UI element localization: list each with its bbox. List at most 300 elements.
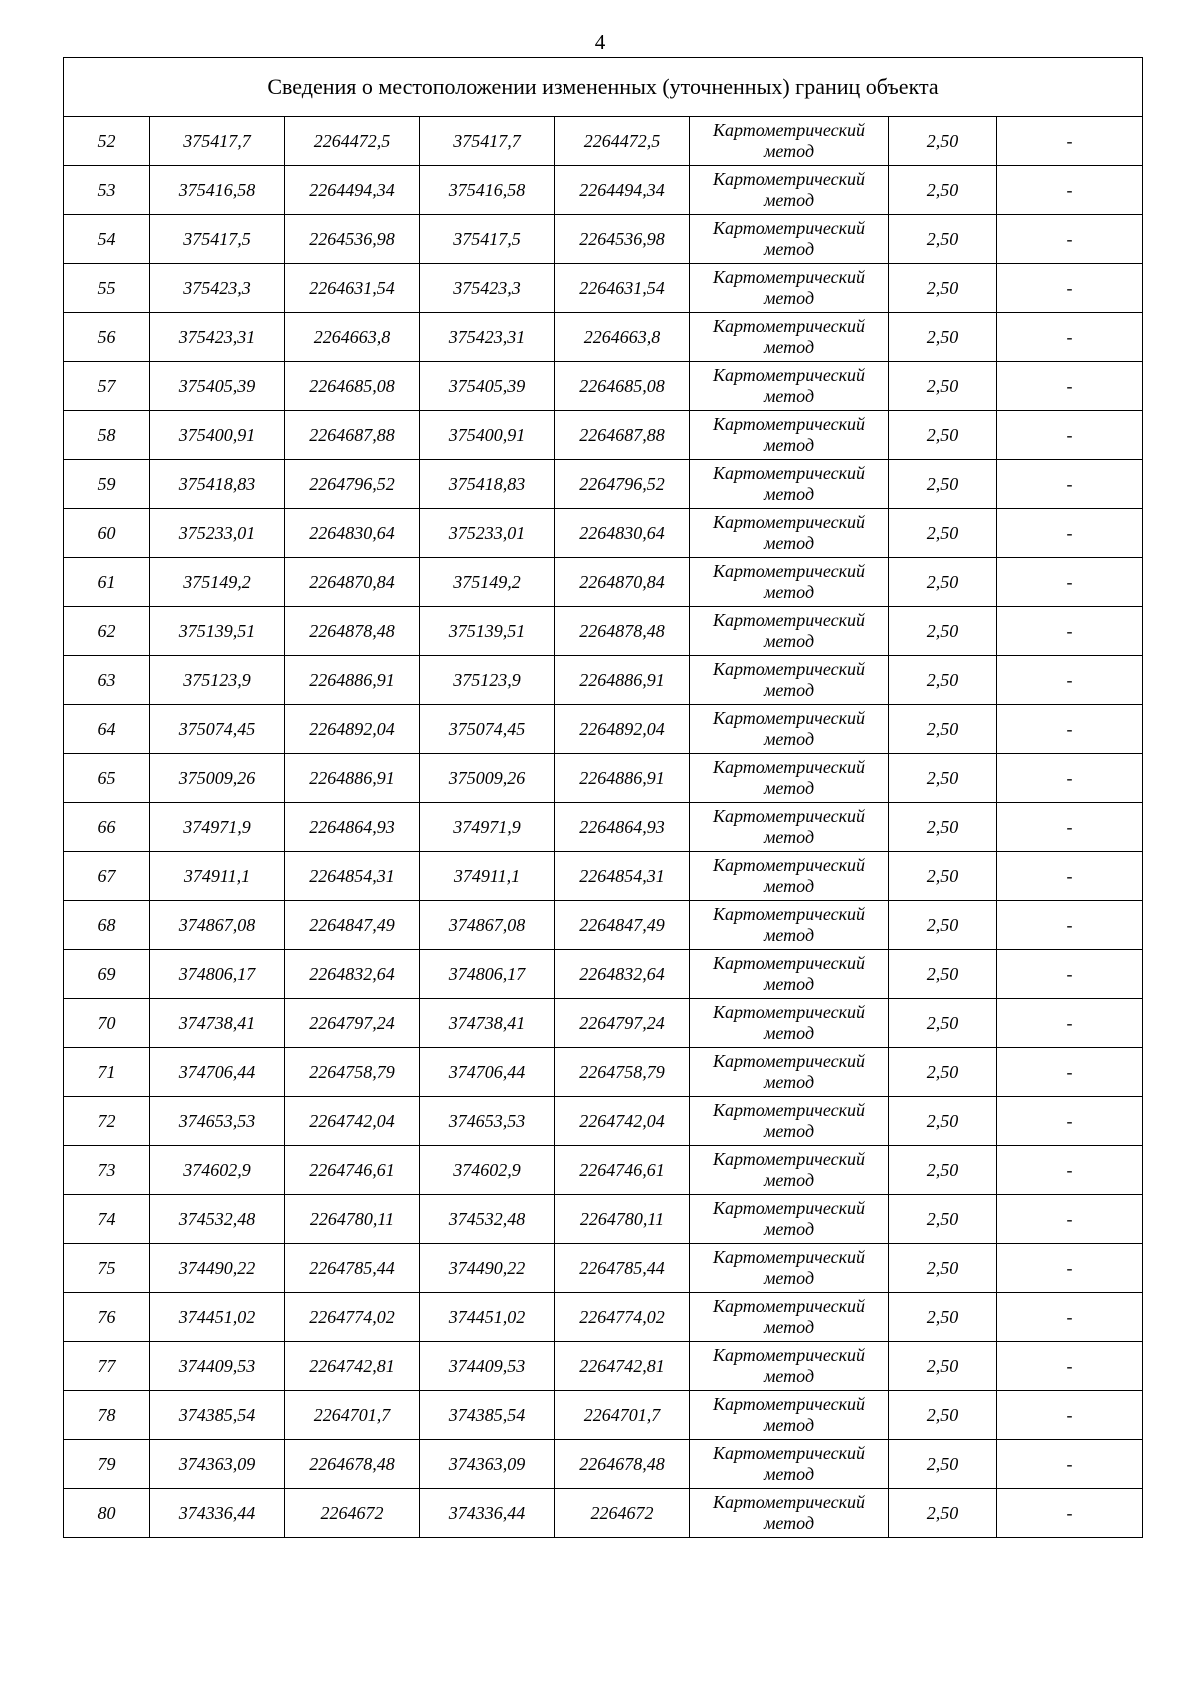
method-line-2: метод [763,484,815,504]
y-refined-cell: 2264785,44 [555,1244,690,1293]
table-row [64,705,1143,754]
method-cell [690,215,889,264]
table-row [64,166,1143,215]
x-refined-cell: 374602,9 [420,1146,555,1195]
x-refined-cell: 374409,53 [420,1342,555,1391]
x-refined-cell: 374653,53 [420,1097,555,1146]
accuracy-cell: 2,50 [889,607,997,656]
y-existing-cell: 2264832,64 [285,950,420,999]
description-cell: - [997,166,1143,215]
table-row [64,999,1143,1048]
accuracy-cell: 2,50 [889,460,997,509]
x-refined-cell: 374385,54 [420,1391,555,1440]
y-refined-cell: 2264758,79 [555,1048,690,1097]
method-line-1: Картометрический [712,855,865,875]
method-line-2: метод [763,876,815,896]
point-number-cell: 56 [64,313,150,362]
accuracy-cell: 2,50 [889,1293,997,1342]
description-cell: - [997,1097,1143,1146]
method-line-2: метод [763,1023,815,1043]
x-refined-cell: 374806,17 [420,950,555,999]
x-existing-cell: 374363,09 [150,1440,285,1489]
x-existing-cell: 375400,91 [150,411,285,460]
point-number-cell: 59 [64,460,150,509]
table-title: Сведения о местоположении измененных (уточненных) границ объекта [64,58,1143,117]
y-refined-cell: 2264687,88 [555,411,690,460]
method-line-1: Картометрический [712,1247,865,1267]
accuracy-cell: 2,50 [889,1146,997,1195]
table-row [64,264,1143,313]
table-row [64,1097,1143,1146]
accuracy-cell: 2,50 [889,117,997,166]
table-row [64,754,1143,803]
accuracy-cell: 2,50 [889,509,997,558]
accuracy-cell: 2,50 [889,656,997,705]
table-row [64,117,1143,166]
y-refined-cell: 2264854,31 [555,852,690,901]
table-row [64,607,1143,656]
x-existing-cell: 375405,39 [150,362,285,411]
point-number-cell: 72 [64,1097,150,1146]
method-line-2: метод [763,631,815,651]
y-existing-cell: 2264780,11 [285,1195,420,1244]
x-refined-cell: 375123,9 [420,656,555,705]
x-existing-cell: 374490,22 [150,1244,285,1293]
table-row [64,558,1143,607]
y-existing-cell: 2264785,44 [285,1244,420,1293]
method-cell [690,852,889,901]
point-number-cell: 55 [64,264,150,313]
x-existing-cell: 375417,5 [150,215,285,264]
x-existing-cell: 374409,53 [150,1342,285,1391]
x-refined-cell: 375418,83 [420,460,555,509]
method-cell [690,166,889,215]
y-refined-cell: 2264864,93 [555,803,690,852]
y-refined-cell: 2264886,91 [555,754,690,803]
y-refined-cell: 2264685,08 [555,362,690,411]
description-cell: - [997,1048,1143,1097]
method-cell [690,1097,889,1146]
description-cell: - [997,1293,1143,1342]
x-refined-cell: 375416,58 [420,166,555,215]
accuracy-cell: 2,50 [889,215,997,264]
method-cell [690,117,889,166]
x-refined-cell: 374451,02 [420,1293,555,1342]
method-line-1: Картометрический [712,120,865,140]
method-line-1: Картометрический [712,414,865,434]
x-refined-cell: 374490,22 [420,1244,555,1293]
y-existing-cell: 2264746,61 [285,1146,420,1195]
table-row [64,1342,1143,1391]
y-refined-cell: 2264742,81 [555,1342,690,1391]
table-row [64,950,1143,999]
y-existing-cell: 2264472,5 [285,117,420,166]
y-existing-cell: 2264830,64 [285,509,420,558]
method-line-2: метод [763,1121,815,1141]
method-line-1: Картометрический [712,365,865,385]
method-line-1: Картометрический [712,512,865,532]
accuracy-cell: 2,50 [889,852,997,901]
method-cell [690,1342,889,1391]
method-line-2: метод [763,533,815,553]
method-line-2: метод [763,386,815,406]
accuracy-cell: 2,50 [889,313,997,362]
x-existing-cell: 375416,58 [150,166,285,215]
table-body [64,58,1143,1538]
page-number: 4 [594,30,606,54]
description-cell: - [997,705,1143,754]
method-line-2: метод [763,337,815,357]
method-line-1: Картометрический [712,316,865,336]
method-line-2: метод [763,680,815,700]
method-line-2: метод [763,1415,815,1435]
y-existing-cell: 2264701,7 [285,1391,420,1440]
method-line-1: Картометрический [712,463,865,483]
y-existing-cell: 2264886,91 [285,656,420,705]
description-cell: - [997,901,1143,950]
x-existing-cell: 375009,26 [150,754,285,803]
y-existing-cell: 2264672 [285,1489,420,1538]
method-line-2: метод [763,925,815,945]
accuracy-cell: 2,50 [889,705,997,754]
method-line-2: метод [763,1513,815,1533]
method-line-2: метод [763,729,815,749]
accuracy-cell: 2,50 [889,1440,997,1489]
y-refined-cell: 2264746,61 [555,1146,690,1195]
description-cell: - [997,852,1143,901]
y-refined-cell: 2264847,49 [555,901,690,950]
accuracy-cell: 2,50 [889,1342,997,1391]
description-cell: - [997,1195,1143,1244]
method-cell [690,264,889,313]
point-number-cell: 64 [64,705,150,754]
y-refined-cell: 2264797,24 [555,999,690,1048]
description-cell: - [997,411,1143,460]
description-cell: - [997,362,1143,411]
method-line-2: метод [763,1464,815,1484]
description-cell: - [997,215,1143,264]
point-number-cell: 73 [64,1146,150,1195]
accuracy-cell: 2,50 [889,362,997,411]
y-existing-cell: 2264687,88 [285,411,420,460]
x-refined-cell: 375405,39 [420,362,555,411]
point-number-cell: 79 [64,1440,150,1489]
accuracy-cell: 2,50 [889,1391,997,1440]
y-refined-cell: 2264774,02 [555,1293,690,1342]
accuracy-cell: 2,50 [889,1195,997,1244]
x-existing-cell: 374336,44 [150,1489,285,1538]
description-cell: - [997,264,1143,313]
y-existing-cell: 2264892,04 [285,705,420,754]
point-number-cell: 78 [64,1391,150,1440]
y-refined-cell: 2264631,54 [555,264,690,313]
table-row [64,509,1143,558]
x-refined-cell: 374867,08 [420,901,555,950]
method-line-1: Картометрический [712,1492,865,1512]
point-number-cell: 54 [64,215,150,264]
description-cell: - [997,460,1143,509]
method-cell [690,901,889,950]
y-refined-cell: 2264830,64 [555,509,690,558]
point-number-cell: 69 [64,950,150,999]
y-refined-cell: 2264886,91 [555,656,690,705]
x-refined-cell: 375417,5 [420,215,555,264]
method-line-1: Картометрический [712,169,865,189]
description-cell: - [997,1440,1143,1489]
x-existing-cell: 374971,9 [150,803,285,852]
table-row [64,901,1143,950]
table-row [64,1391,1143,1440]
y-refined-cell: 2264701,7 [555,1391,690,1440]
method-cell [690,1195,889,1244]
method-line-1: Картометрический [712,610,865,630]
accuracy-cell: 2,50 [889,1048,997,1097]
x-refined-cell: 375423,31 [420,313,555,362]
x-refined-cell: 375417,7 [420,117,555,166]
table-row [64,1440,1143,1489]
table-row [64,1048,1143,1097]
point-number-cell: 65 [64,754,150,803]
method-cell [690,313,889,362]
table-row [64,411,1143,460]
description-cell: - [997,558,1143,607]
description-cell: - [997,313,1143,362]
table-row [64,1195,1143,1244]
method-cell [690,754,889,803]
x-existing-cell: 375123,9 [150,656,285,705]
point-number-cell: 63 [64,656,150,705]
y-existing-cell: 2264758,79 [285,1048,420,1097]
x-existing-cell: 375233,01 [150,509,285,558]
y-existing-cell: 2264494,34 [285,166,420,215]
method-line-2: метод [763,1219,815,1239]
description-cell: - [997,1391,1143,1440]
accuracy-cell: 2,50 [889,411,997,460]
x-existing-cell: 374867,08 [150,901,285,950]
accuracy-cell: 2,50 [889,950,997,999]
x-refined-cell: 375009,26 [420,754,555,803]
accuracy-cell: 2,50 [889,901,997,950]
x-refined-cell: 374532,48 [420,1195,555,1244]
method-line-1: Картометрический [712,1100,865,1120]
table-title-row [64,58,1143,117]
method-line-1: Картометрический [712,1149,865,1169]
method-line-2: метод [763,288,815,308]
table-row [64,803,1143,852]
method-line-2: метод [763,1317,815,1337]
x-refined-cell: 375149,2 [420,558,555,607]
point-number-cell: 53 [64,166,150,215]
x-refined-cell: 374911,1 [420,852,555,901]
y-refined-cell: 2264796,52 [555,460,690,509]
description-cell: - [997,1146,1143,1195]
y-existing-cell: 2264886,91 [285,754,420,803]
method-cell [690,1489,889,1538]
y-existing-cell: 2264797,24 [285,999,420,1048]
y-existing-cell: 2264854,31 [285,852,420,901]
method-cell [690,1391,889,1440]
method-line-2: метод [763,582,815,602]
x-refined-cell: 375233,01 [420,509,555,558]
description-cell: - [997,803,1143,852]
method-cell [690,1440,889,1489]
y-existing-cell: 2264878,48 [285,607,420,656]
x-existing-cell: 374653,53 [150,1097,285,1146]
accuracy-cell: 2,50 [889,264,997,313]
y-existing-cell: 2264631,54 [285,264,420,313]
x-refined-cell: 375423,3 [420,264,555,313]
x-existing-cell: 375139,51 [150,607,285,656]
y-refined-cell: 2264878,48 [555,607,690,656]
method-cell [690,999,889,1048]
table-row [64,852,1143,901]
method-cell [690,411,889,460]
y-refined-cell: 2264832,64 [555,950,690,999]
x-existing-cell: 375423,31 [150,313,285,362]
method-line-2: метод [763,239,815,259]
y-existing-cell: 2264742,81 [285,1342,420,1391]
accuracy-cell: 2,50 [889,558,997,607]
method-cell [690,1244,889,1293]
method-cell [690,558,889,607]
point-number-cell: 57 [64,362,150,411]
description-cell: - [997,509,1143,558]
y-existing-cell: 2264847,49 [285,901,420,950]
y-refined-cell: 2264742,04 [555,1097,690,1146]
x-existing-cell: 375418,83 [150,460,285,509]
x-existing-cell: 374806,17 [150,950,285,999]
description-cell: - [997,1342,1143,1391]
x-refined-cell: 374363,09 [420,1440,555,1489]
x-refined-cell: 375074,45 [420,705,555,754]
method-line-2: метод [763,1268,815,1288]
description-cell: - [997,754,1143,803]
point-number-cell: 61 [64,558,150,607]
point-number-cell: 52 [64,117,150,166]
method-cell [690,705,889,754]
x-existing-cell: 374911,1 [150,852,285,901]
method-line-1: Картометрический [712,1345,865,1365]
y-existing-cell: 2264864,93 [285,803,420,852]
method-line-2: метод [763,974,815,994]
method-line-1: Картометрический [712,1051,865,1071]
table-row [64,1146,1143,1195]
point-number-cell: 67 [64,852,150,901]
method-line-1: Картометрический [712,806,865,826]
method-cell [690,460,889,509]
point-number-cell: 66 [64,803,150,852]
boundary-table [63,57,1143,1538]
y-refined-cell: 2264472,5 [555,117,690,166]
y-refined-cell: 2264870,84 [555,558,690,607]
method-cell [690,607,889,656]
point-number-cell: 68 [64,901,150,950]
point-number-cell: 58 [64,411,150,460]
accuracy-cell: 2,50 [889,803,997,852]
table-row [64,656,1143,705]
method-cell [690,803,889,852]
method-line-2: метод [763,1366,815,1386]
method-line-1: Картометрический [712,904,865,924]
y-refined-cell: 2264672 [555,1489,690,1538]
method-line-1: Картометрический [712,267,865,287]
y-existing-cell: 2264685,08 [285,362,420,411]
description-cell: - [997,1244,1143,1293]
y-existing-cell: 2264678,48 [285,1440,420,1489]
description-cell: - [997,999,1143,1048]
x-existing-cell: 374738,41 [150,999,285,1048]
accuracy-cell: 2,50 [889,1244,997,1293]
x-refined-cell: 375400,91 [420,411,555,460]
table-row [64,1489,1143,1538]
x-existing-cell: 375423,3 [150,264,285,313]
y-existing-cell: 2264870,84 [285,558,420,607]
description-cell: - [997,117,1143,166]
method-line-1: Картометрический [712,1296,865,1316]
description-cell: - [997,656,1143,705]
x-refined-cell: 374971,9 [420,803,555,852]
y-refined-cell: 2264494,34 [555,166,690,215]
y-existing-cell: 2264774,02 [285,1293,420,1342]
method-line-2: метод [763,435,815,455]
point-number-cell: 70 [64,999,150,1048]
method-line-1: Картометрический [712,708,865,728]
method-line-1: Картометрический [712,1198,865,1218]
point-number-cell: 76 [64,1293,150,1342]
table-row [64,215,1143,264]
accuracy-cell: 2,50 [889,1097,997,1146]
x-existing-cell: 374532,48 [150,1195,285,1244]
method-line-1: Картометрический [712,953,865,973]
point-number-cell: 75 [64,1244,150,1293]
method-line-1: Картометрический [712,757,865,777]
table-row [64,313,1143,362]
x-refined-cell: 374706,44 [420,1048,555,1097]
method-line-1: Картометрический [712,1002,865,1022]
description-cell: - [997,607,1143,656]
y-refined-cell: 2264678,48 [555,1440,690,1489]
description-cell: - [997,1489,1143,1538]
accuracy-cell: 2,50 [889,754,997,803]
method-line-1: Картометрический [712,1443,865,1463]
table-row [64,1293,1143,1342]
x-existing-cell: 374451,02 [150,1293,285,1342]
method-cell [690,1293,889,1342]
method-line-1: Картометрический [712,561,865,581]
y-refined-cell: 2264892,04 [555,705,690,754]
method-cell [690,509,889,558]
method-line-1: Картометрический [712,218,865,238]
method-cell [690,362,889,411]
point-number-cell: 77 [64,1342,150,1391]
description-cell: - [997,950,1143,999]
x-existing-cell: 374706,44 [150,1048,285,1097]
method-cell [690,950,889,999]
y-existing-cell: 2264663,8 [285,313,420,362]
method-line-2: метод [763,141,815,161]
method-line-2: метод [763,190,815,210]
y-refined-cell: 2264536,98 [555,215,690,264]
x-existing-cell: 375417,7 [150,117,285,166]
point-number-cell: 60 [64,509,150,558]
method-line-2: метод [763,827,815,847]
accuracy-cell: 2,50 [889,999,997,1048]
method-cell [690,1146,889,1195]
x-refined-cell: 374738,41 [420,999,555,1048]
method-cell [690,656,889,705]
y-existing-cell: 2264536,98 [285,215,420,264]
y-refined-cell: 2264780,11 [555,1195,690,1244]
